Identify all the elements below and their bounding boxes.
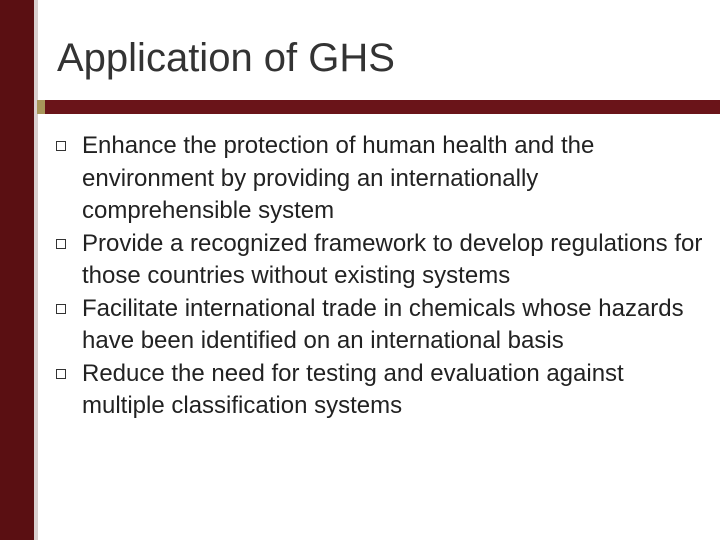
slide-title: Application of GHS — [57, 36, 395, 80]
hollow-square-bullet-icon — [56, 130, 82, 163]
bullet-list — [56, 130, 706, 423]
hollow-square-bullet-icon — [56, 293, 82, 326]
bullet-item — [56, 228, 706, 293]
bullet-item — [56, 130, 706, 228]
bullet-text: Facilitate international trade in chemicals whose hazards have been identified on an international basis — [82, 294, 684, 354]
divider-accent-square — [37, 100, 45, 114]
hollow-square-bullet-icon — [56, 228, 82, 261]
bullet-text: Reduce the need for testing and evaluation against multiple classification systems — [82, 359, 624, 419]
bullet-item — [56, 358, 706, 423]
hollow-square-bullet-icon — [56, 358, 82, 391]
title-divider-bar — [45, 100, 720, 114]
bullet-item — [56, 293, 706, 358]
bullet-text: Provide a recognized framework to develop regulations for those countries without existing systems — [82, 229, 703, 289]
left-band-highlight — [34, 0, 38, 540]
left-decorative-band — [0, 0, 34, 540]
bullet-text: Enhance the protection of human health and the environment by providing an internationally comprehensible system — [82, 132, 595, 224]
